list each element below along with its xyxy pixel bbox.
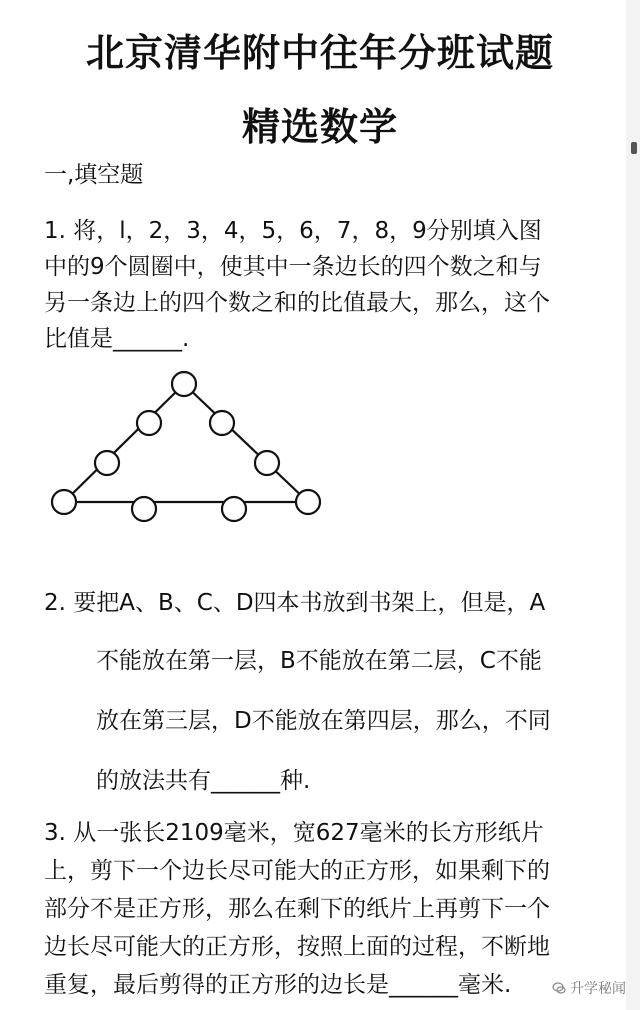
q2-line-3: 放在第三层，D不能放在第四层，那么，不同: [96, 708, 551, 734]
q1-line-2: 中的9个圆圈中，使其中一条边长的四个数之和与: [44, 254, 542, 280]
circle-node: [172, 372, 196, 396]
section-heading: 一,填空题: [44, 162, 144, 188]
q2-line-1: 2. 要把A、B、C、D四本书放到书架上，但是，A: [44, 590, 546, 616]
circle-node: [296, 490, 320, 514]
watermark-text: 升学秘闻: [570, 981, 626, 997]
circle-node: [222, 497, 246, 521]
circle-node: [210, 411, 234, 435]
q3-line-2: 上，剪下一个边长尽可能大的正方形，如果剩下的: [44, 858, 550, 884]
q3-line-1: 3. 从一张长2109毫米，宽627毫米的长方形纸片: [44, 820, 544, 846]
q3-line-4: 边长尽可能大的正方形，按照上面的过程，不断地: [44, 934, 550, 960]
circle-node: [255, 451, 279, 475]
page-subtitle: 精选数学: [241, 105, 398, 149]
q1-line-1: 1. 将，l，2，3，4，5，6，7，8，9分别填入图: [44, 218, 542, 244]
q3-line-3: 部分不是正方形，那么在剩下的纸片上再剪下一个: [44, 896, 550, 922]
q1-line-4: 比值是______.: [44, 326, 190, 352]
scrollbar-track[interactable]: [626, 0, 640, 1010]
watermark: [552, 978, 626, 998]
q1-line-3: 另一条边上的四个数之和的比值最大，那么，这个: [44, 290, 550, 316]
page-title: 北京清华附中往年分班试题: [85, 31, 554, 75]
circle-node: [137, 411, 161, 435]
q2-line-2: 不能放在第一层，B不能放在第二层，C不能: [96, 648, 542, 674]
q2-line-4: 的放法共有______种.: [96, 768, 311, 794]
circle-node: [132, 497, 156, 521]
circle-node: [52, 490, 76, 514]
wechat-icon: [552, 981, 566, 995]
q3-line-5: 重复，最后剪得的正方形的边长是______毫米.: [44, 972, 512, 998]
triangle-circles-diagram: [44, 360, 344, 530]
circle-node: [95, 451, 119, 475]
